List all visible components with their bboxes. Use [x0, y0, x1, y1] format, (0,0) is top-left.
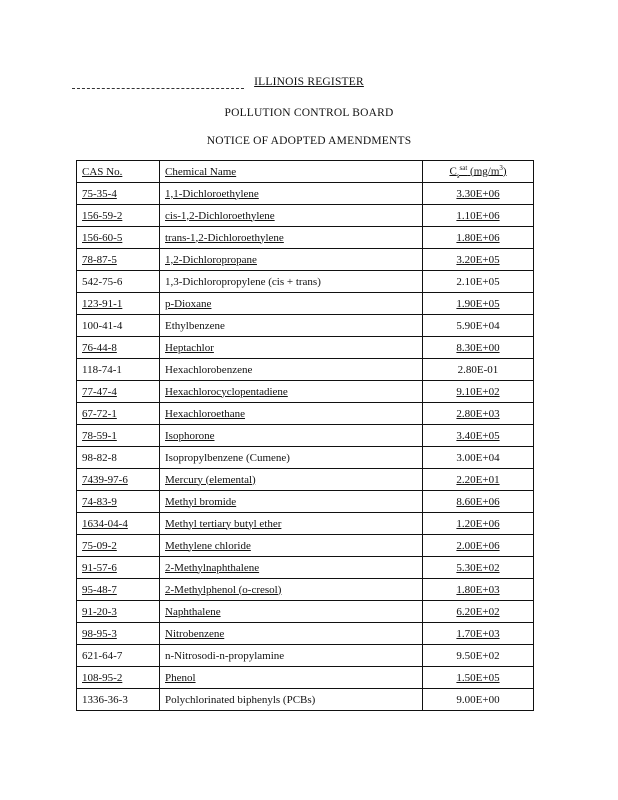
- csat-value-cell: 2.80E-01: [423, 359, 534, 381]
- chemical-name-cell: 1,2-Dichloropropane: [160, 249, 423, 271]
- cas-cell: 78-87-5: [77, 249, 160, 271]
- table-row: [77, 425, 534, 447]
- table-row: [77, 469, 534, 491]
- chemical-name-cell: cis-1,2-Dichloroethylene: [160, 205, 423, 227]
- table-row: [77, 403, 534, 425]
- cas-cell: 95-48-7: [77, 579, 160, 601]
- table-row: [77, 381, 534, 403]
- cas-cell: 7439-97-6: [77, 469, 160, 491]
- chemical-name-cell: Hexachloroethane: [160, 403, 423, 425]
- chemical-name-cell: Methyl bromide: [160, 491, 423, 513]
- csat-sup: sat: [459, 163, 468, 172]
- cas-cell: 1634-04-4: [77, 513, 160, 535]
- cas-cell: 156-60-5: [77, 227, 160, 249]
- chemical-name-cell: 1,3-Dichloropropylene (cis + trans): [160, 271, 423, 293]
- cas-cell: 1336-36-3: [77, 689, 160, 711]
- csat-value-cell: 8.60E+06: [423, 491, 534, 513]
- table-row: [77, 601, 534, 623]
- header-chemical-name: Chemical Name: [160, 161, 423, 183]
- chemical-name-cell: p-Dioxane: [160, 293, 423, 315]
- cas-cell: 67-72-1: [77, 403, 160, 425]
- cas-cell: 98-95-3: [77, 623, 160, 645]
- cas-cell: 156-59-2: [77, 205, 160, 227]
- csat-value-cell: 3.20E+05: [423, 249, 534, 271]
- cas-cell: 123-91-1: [77, 293, 160, 315]
- csat-value-cell: 1.50E+05: [423, 667, 534, 689]
- csat-value-cell: 9.10E+02: [423, 381, 534, 403]
- csat-unit-sup: 3: [499, 163, 503, 172]
- table-row: [77, 249, 534, 271]
- table-row: [77, 689, 534, 711]
- csat-value-cell: 6.20E+02: [423, 601, 534, 623]
- cas-cell: 621-64-7: [77, 645, 160, 667]
- csat-value-cell: 2.80E+03: [423, 403, 534, 425]
- table-row: [77, 645, 534, 667]
- csat-value-cell: 2.00E+06: [423, 535, 534, 557]
- table-row: [77, 183, 534, 205]
- cas-cell: 118-74-1: [77, 359, 160, 381]
- csat-value-cell: 3.00E+04: [423, 447, 534, 469]
- csat-unit: (mg/m: [467, 165, 500, 178]
- table-row: [77, 623, 534, 645]
- chemical-name-cell: trans-1,2-Dichloroethylene: [160, 227, 423, 249]
- table-row: [77, 491, 534, 513]
- table-row: [77, 557, 534, 579]
- table-row: [77, 271, 534, 293]
- cas-cell: 542-75-6: [77, 271, 160, 293]
- chemical-name-cell: 2-Methylnaphthalene: [160, 557, 423, 579]
- cas-cell: 100-41-4: [77, 315, 160, 337]
- table-row: [77, 205, 534, 227]
- table-row: [77, 513, 534, 535]
- csat-value-cell: 3.30E+06: [423, 183, 534, 205]
- chemical-name-cell: n-Nitrosodi-n-propylamine: [160, 645, 423, 667]
- chemical-name-cell: Ethylbenzene: [160, 315, 423, 337]
- chemical-name-cell: Hexachlorobenzene: [160, 359, 423, 381]
- chemical-name-cell: Hexachlorocyclopentadiene: [160, 381, 423, 403]
- chemical-name-cell: 1,1-Dichloroethylene: [160, 183, 423, 205]
- csat-value-cell: 1.80E+06: [423, 227, 534, 249]
- csat-value-cell: 9.00E+00: [423, 689, 534, 711]
- cas-cell: 91-57-6: [77, 557, 160, 579]
- scan-artifact-line: [72, 88, 244, 89]
- chemical-name-cell: Phenol: [160, 667, 423, 689]
- register-title: ILLINOIS REGISTER: [254, 76, 364, 88]
- chemical-name-cell: Isophorone: [160, 425, 423, 447]
- chemical-name-cell: Isopropylbenzene (Cumene): [160, 447, 423, 469]
- chemical-table: [76, 160, 534, 711]
- table-header-row: [77, 161, 534, 183]
- table-row: [77, 447, 534, 469]
- csat-value-cell: 2.10E+05: [423, 271, 534, 293]
- chemical-name-cell: 2-Methylphenol (o-cresol): [160, 579, 423, 601]
- chemical-name-cell: Methyl tertiary butyl ether: [160, 513, 423, 535]
- cas-cell: 75-35-4: [77, 183, 160, 205]
- csat-value-cell: 2.20E+01: [423, 469, 534, 491]
- csat-value-cell: 1.90E+05: [423, 293, 534, 315]
- table-row: [77, 293, 534, 315]
- csat-value-cell: 5.30E+02: [423, 557, 534, 579]
- table-row: [77, 359, 534, 381]
- table-row: [77, 227, 534, 249]
- csat-symbol: C: [449, 165, 457, 178]
- cas-cell: 108-95-2: [77, 667, 160, 689]
- header-cas: CAS No.: [77, 161, 160, 183]
- cas-cell: 76-44-8: [77, 337, 160, 359]
- csat-sub: s: [456, 171, 460, 180]
- csat-value-cell: 1.20E+06: [423, 513, 534, 535]
- table-row: [77, 667, 534, 689]
- table-row: [77, 535, 534, 557]
- notice-title: NOTICE OF ADOPTED AMENDMENTS: [206, 135, 412, 147]
- cas-cell: 78-59-1: [77, 425, 160, 447]
- chemical-name-cell: Polychlorinated biphenyls (PCBs): [160, 689, 423, 711]
- csat-value-cell: 5.90E+04: [423, 315, 534, 337]
- chemical-name-cell: Heptachlor: [160, 337, 423, 359]
- cas-cell: 74-83-9: [77, 491, 160, 513]
- chemical-name-cell: Methylene chloride: [160, 535, 423, 557]
- chemical-name-cell: Nitrobenzene: [160, 623, 423, 645]
- csat-close: ): [502, 165, 507, 178]
- cas-cell: 98-82-8: [77, 447, 160, 469]
- cas-cell: 91-20-3: [77, 601, 160, 623]
- table-row: [77, 337, 534, 359]
- csat-value-cell: 9.50E+02: [423, 645, 534, 667]
- board-title: POLLUTION CONTROL BOARD: [224, 107, 394, 119]
- header-csat: [423, 161, 534, 183]
- csat-value-cell: 1.80E+03: [423, 579, 534, 601]
- table-row: [77, 315, 534, 337]
- cas-cell: 77-47-4: [77, 381, 160, 403]
- csat-value-cell: 3.40E+05: [423, 425, 534, 447]
- csat-value-cell: 1.70E+03: [423, 623, 534, 645]
- cas-cell: 75-09-2: [77, 535, 160, 557]
- csat-value-cell: 1.10E+06: [423, 205, 534, 227]
- chemical-name-cell: Mercury (elemental): [160, 469, 423, 491]
- csat-value-cell: 8.30E+00: [423, 337, 534, 359]
- table-row: [77, 579, 534, 601]
- chemical-name-cell: Naphthalene: [160, 601, 423, 623]
